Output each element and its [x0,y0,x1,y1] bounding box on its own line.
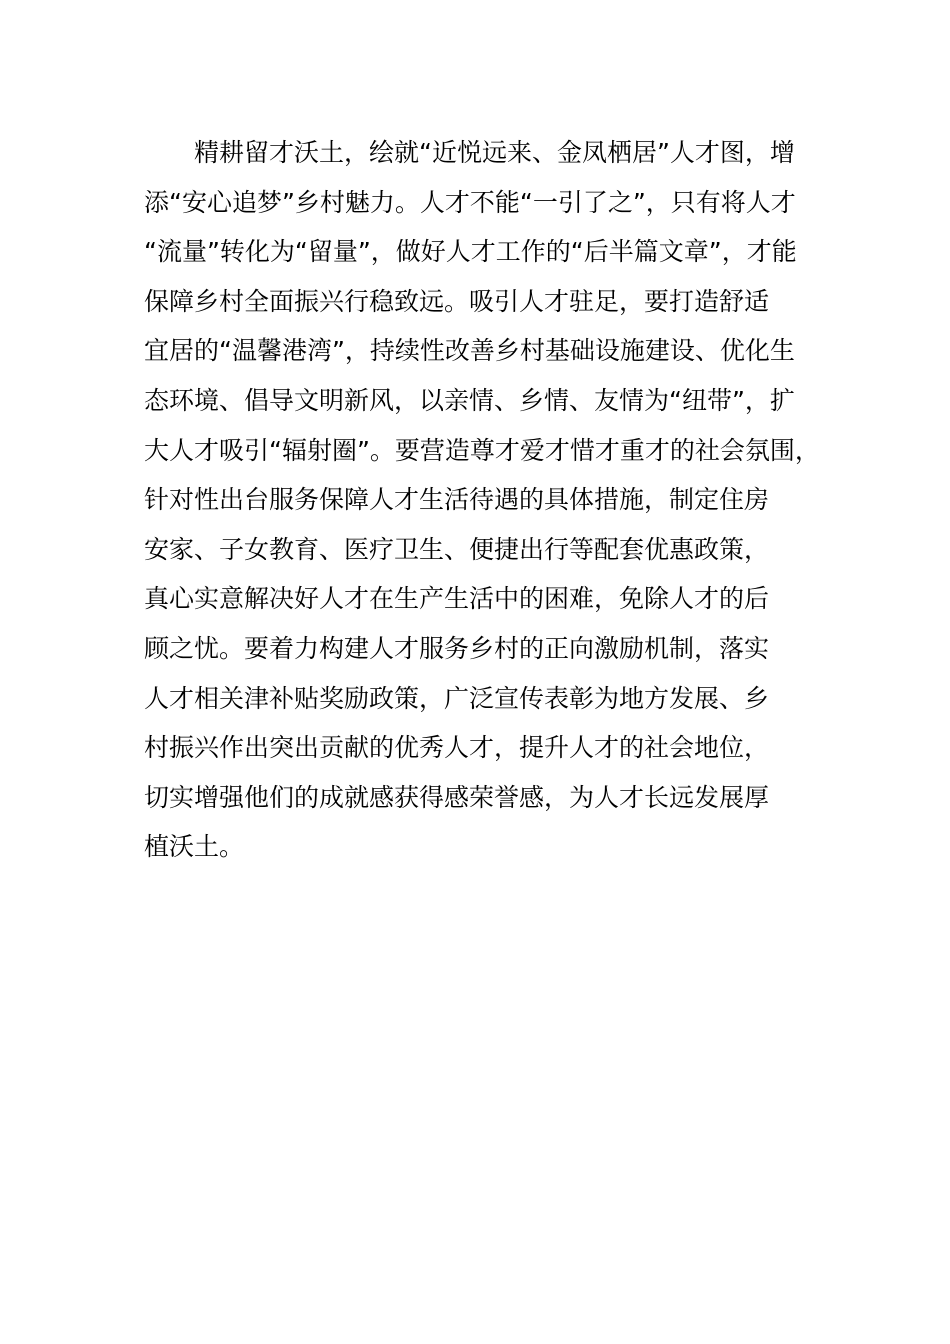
paragraph-line: 真心实意解决好人才在生产生活中的困难，免除人才的后 [144,584,770,614]
body-paragraph [144,128,844,872]
paragraph-line: 大人才吸引“辐射圈”。要营造尊才爱才惜才重才的社会氛围， [144,435,820,465]
paragraph-line: 顾之忧。要着力构建人才服务乡村的正向激励机制，落实 [144,633,770,663]
paragraph-line: 安家、子女教育、医疗卫生、便捷出行等配套优惠政策， [144,534,770,564]
paragraph-line: “流量”转化为“留量”，做好人才工作的“后半篇文章”，才能 [144,237,797,267]
paragraph-line: 保障乡村全面振兴行稳致远。吸引人才驻足，要打造舒适 [144,286,770,316]
paragraph-line: 人才相关津补贴奖励政策，广泛宣传表彰为地方发展、乡 [144,683,770,713]
paragraph-line: 态环境、倡导文明新风，以亲情、乡情、友情为“纽带”，扩 [144,385,795,415]
paragraph-line: 宜居的“温馨港湾”，持续性改善乡村基础设施建设、优化生 [144,336,795,366]
paragraph-line: 针对性出台服务保障人才生活待遇的具体措施，制定住房 [144,485,770,515]
paragraph-line: 村振兴作出突出贡献的优秀人才，提升人才的社会地位， [144,733,770,763]
paragraph-line: 切实增强他们的成就感获得感荣誉感，为人才长远发展厚 [144,782,770,812]
paragraph-line: 精耕留才沃土，绘就“近悦远来、金凤栖居”人才图，增 [194,138,795,167]
paragraph-line: 添“安心追梦”乡村魅力。人才不能“一引了之”，只有将人才 [144,187,796,217]
paragraph-line: 植沃土。 [144,832,245,862]
